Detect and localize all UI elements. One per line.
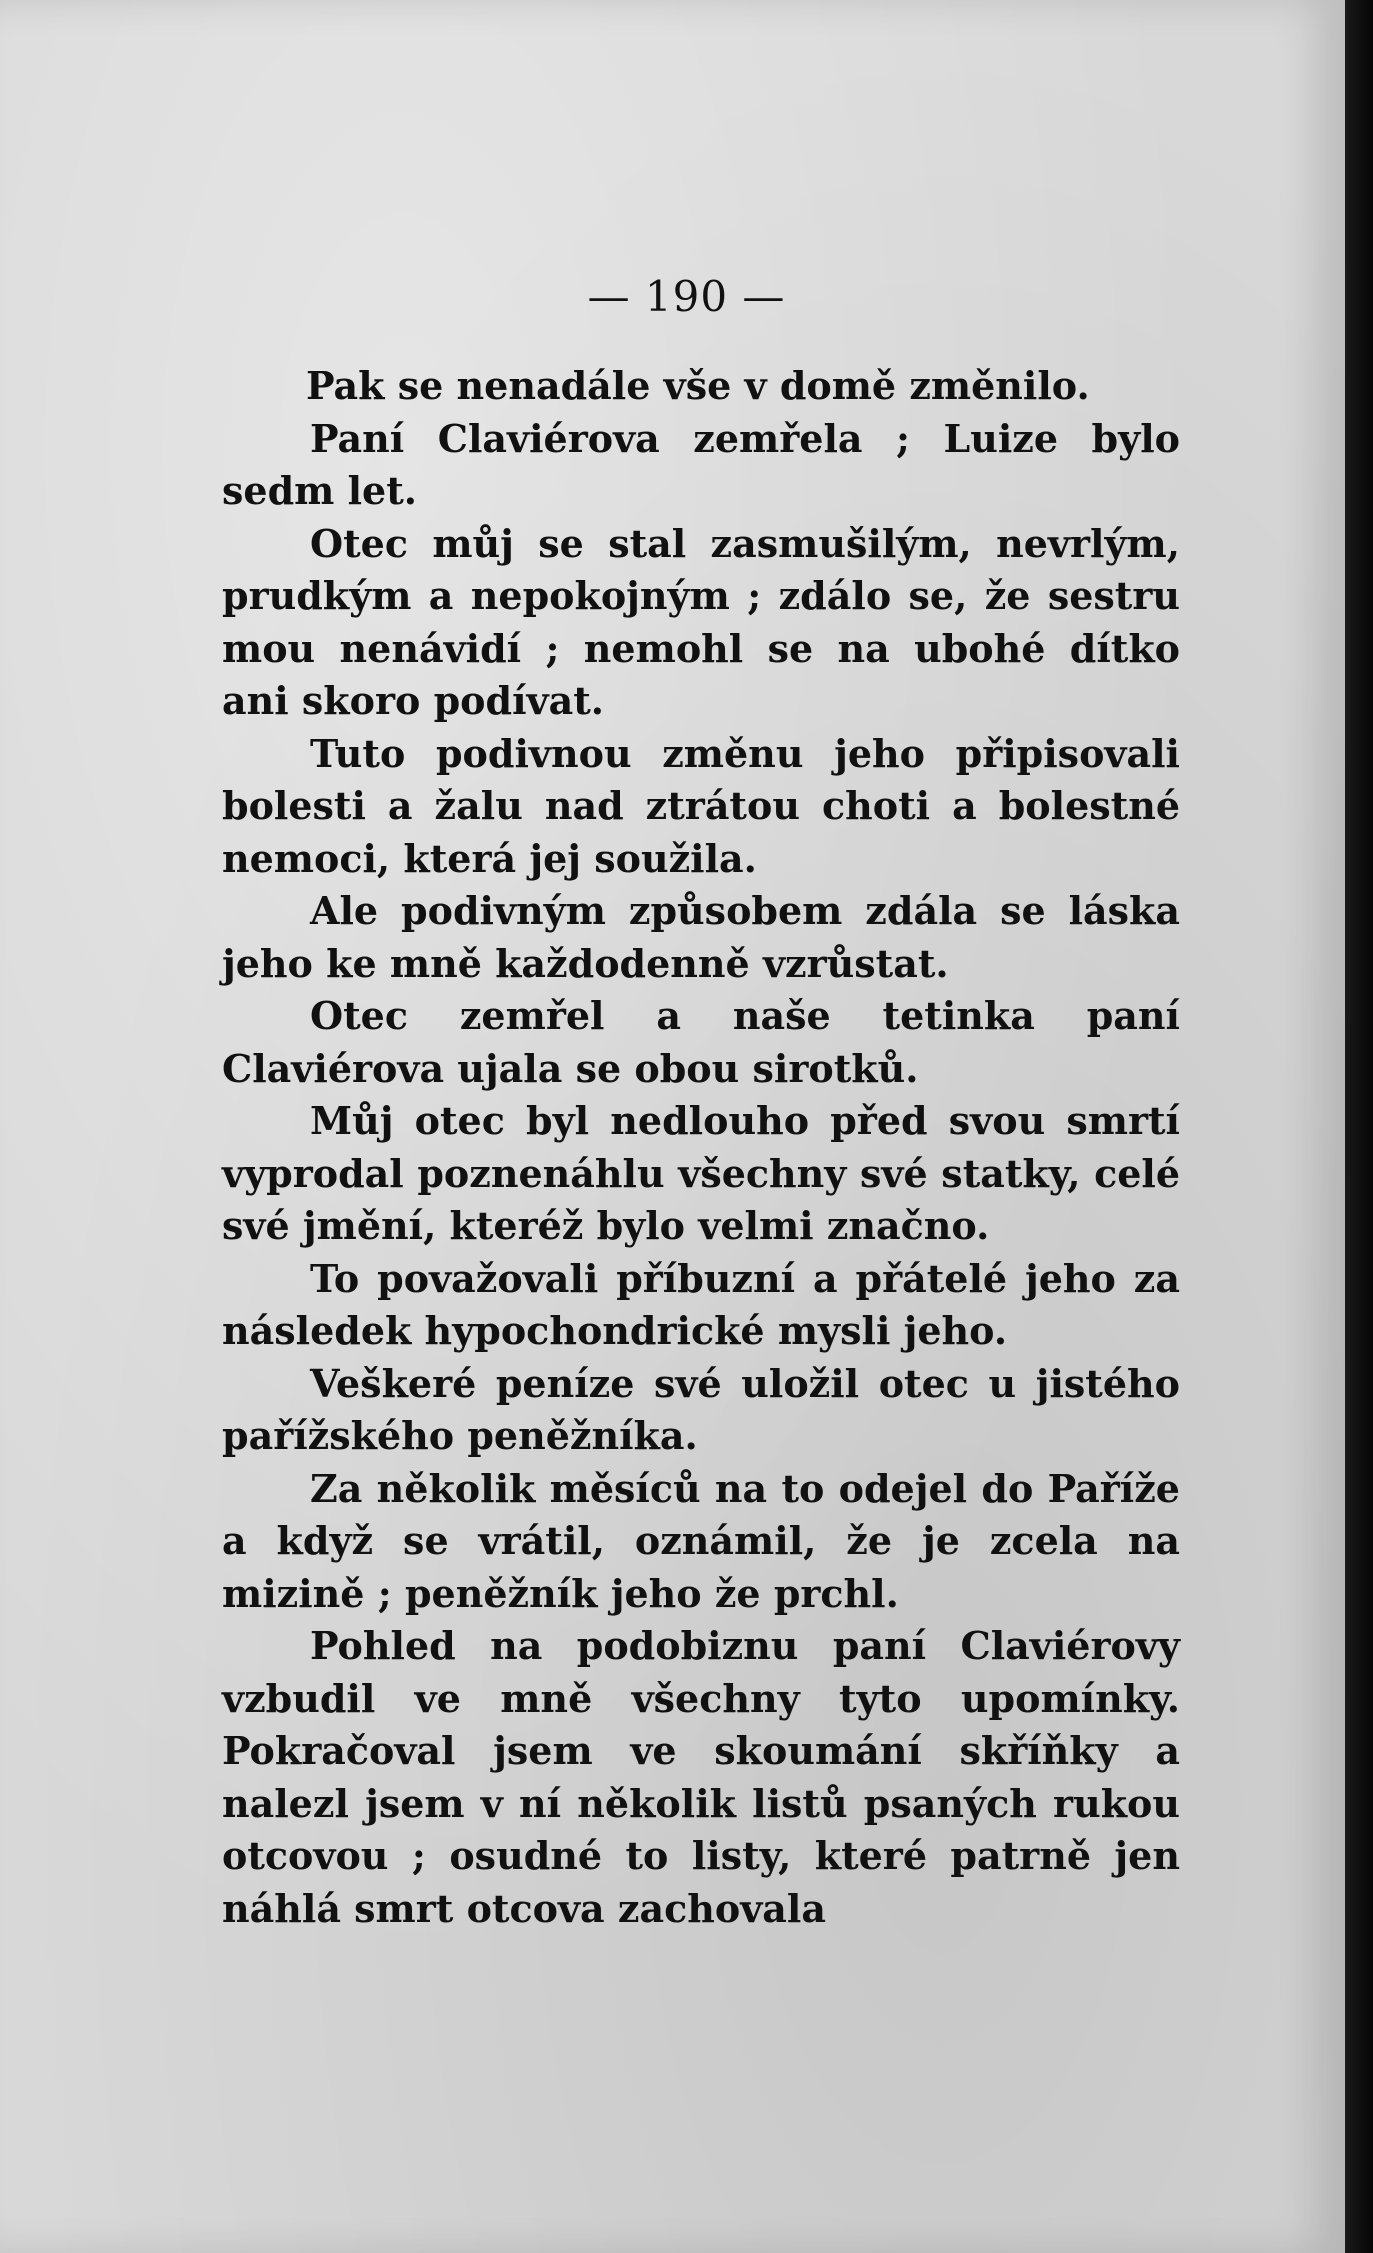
paragraph: Za několik měsíců na to odejel do Paříže a když se vrátil, oznámil, že je zcela na mizině ; peněžník jeho že prchl.: [222, 1465, 1180, 1616]
page-edge-shadow: [1345, 0, 1373, 2253]
paragraph: To považovali příbuzní a přátelé jeho za následek hypochondrické mysli jeho.: [222, 1255, 1180, 1353]
paragraph: Pohled na podobiznu paní Claviérovy vzbudil ve mně všechny tyto upomínky. Pokračoval jsem ve skoumání skříňky a nalezl jsem v ní několik listů psaných rukou otcovou ; osudné to listy, které patrně jen náhlá smrt otcova zachovala: [222, 1623, 1180, 1931]
paragraph: Tuto podivnou změnu jeho připisovali bolesti a žalu nad ztrátou choti a bolestné nemoci, která jej soužila.: [222, 730, 1180, 881]
paragraph: Paní Claviérova zemřela ; Luize bylo sedm let.: [222, 415, 1180, 513]
paragraph: Pak se nenadále vše v domě změnilo.: [306, 363, 1090, 408]
paragraph: Veškeré peníze své uložil otec u jistého pařížského peněžníka.: [222, 1360, 1180, 1458]
paragraph: Otec zemřel a naše tetinka paní Claviérova ujala se obou sirotků.: [222, 993, 1180, 1091]
paragraph: Otec můj se stal zasmušilým, nevrlým, prudkým a nepokojným ; zdálo se, že sestru mou nenávidí ; nemohl se na ubohé dítko ani skoro podívat.: [222, 520, 1180, 723]
body-text: [222, 360, 1180, 1935]
paragraph: Můj otec byl nedlouho před svou smrtí vyprodal poznenáhlu všechny své statky, celé své jmění, kteréž bylo velmi značno.: [222, 1098, 1180, 1248]
page-number: — 190 —: [587, 272, 786, 321]
paragraph: Ale podivným způsobem zdála se láska jeho ke mně každodenně vzrůstat.: [222, 888, 1180, 986]
